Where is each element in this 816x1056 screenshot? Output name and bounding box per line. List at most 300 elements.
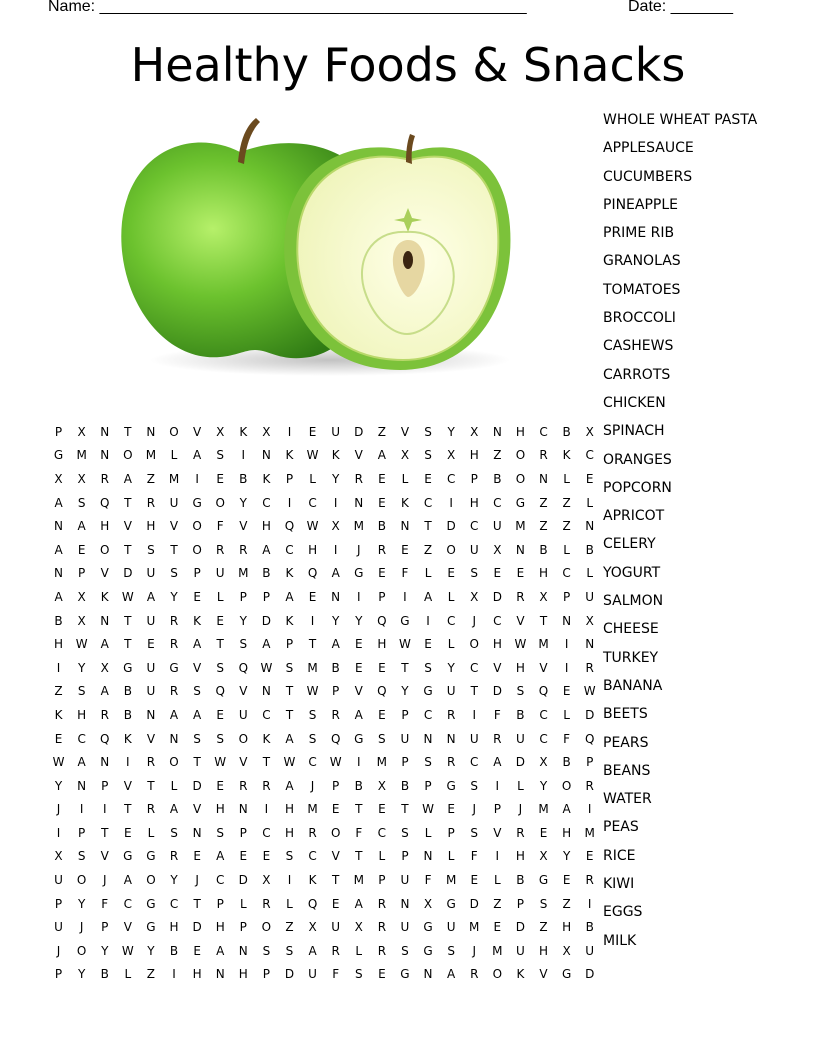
grid-letter[interactable]: T: [170, 542, 178, 557]
grid-letter[interactable]: X: [77, 589, 86, 604]
grid-letter[interactable]: T: [124, 542, 132, 557]
grid-letter[interactable]: A: [447, 967, 456, 982]
grid-letter[interactable]: T: [401, 802, 409, 817]
grid-letter[interactable]: Z: [562, 896, 571, 911]
grid-letter[interactable]: R: [493, 731, 502, 746]
grid-letter[interactable]: O: [261, 920, 272, 935]
grid-letter[interactable]: A: [123, 873, 132, 888]
grid-letter[interactable]: X: [262, 424, 271, 439]
grid-letter[interactable]: U: [400, 920, 410, 935]
grid-letter[interactable]: C: [470, 519, 479, 534]
grid-letter[interactable]: S: [193, 731, 201, 746]
grid-letter[interactable]: M: [353, 873, 364, 888]
grid-letter[interactable]: J: [310, 778, 315, 793]
grid-letter[interactable]: E: [193, 589, 201, 604]
grid-letter[interactable]: P: [562, 589, 571, 604]
grid-letter[interactable]: N: [585, 519, 595, 534]
grid-letter[interactable]: N: [77, 778, 87, 793]
grid-letter[interactable]: G: [354, 566, 364, 581]
grid-letter[interactable]: Y: [101, 943, 109, 958]
grid-letter[interactable]: M: [584, 825, 595, 840]
grid-letter[interactable]: Q: [215, 684, 225, 699]
grid-letter[interactable]: S: [424, 755, 432, 770]
grid-letter[interactable]: V: [123, 778, 132, 793]
grid-letter[interactable]: T: [124, 424, 132, 439]
grid-letter[interactable]: W: [514, 637, 527, 652]
grid-letter[interactable]: E: [331, 896, 340, 911]
grid-letter[interactable]: P: [54, 424, 63, 439]
grid-letter[interactable]: R: [446, 755, 456, 770]
grid-letter[interactable]: A: [262, 542, 271, 557]
grid-letter[interactable]: C: [77, 731, 86, 746]
grid-letter[interactable]: A: [54, 495, 63, 510]
grid-letter[interactable]: U: [585, 943, 595, 958]
grid-letter[interactable]: I: [287, 495, 292, 510]
grid-letter[interactable]: Z: [539, 519, 548, 534]
grid-letter[interactable]: W: [329, 755, 342, 770]
grid-letter[interactable]: X: [216, 424, 225, 439]
grid-letter[interactable]: V: [123, 920, 132, 935]
grid-letter[interactable]: E: [424, 637, 432, 652]
grid-letter[interactable]: N: [192, 825, 202, 840]
grid-letter[interactable]: A: [216, 849, 225, 864]
grid-letter[interactable]: T: [147, 778, 155, 793]
grid-letter[interactable]: R: [446, 707, 456, 722]
grid-letter[interactable]: P: [285, 471, 294, 486]
grid-letter[interactable]: W: [399, 637, 411, 652]
grid-letter[interactable]: Y: [447, 660, 455, 675]
grid-letter[interactable]: P: [54, 896, 63, 911]
grid-letter[interactable]: S: [447, 943, 455, 958]
grid-letter[interactable]: S: [262, 943, 271, 958]
grid-letter[interactable]: K: [54, 707, 63, 722]
grid-letter[interactable]: V: [169, 519, 179, 534]
grid-letter[interactable]: H: [562, 920, 572, 935]
grid-letter[interactable]: X: [262, 873, 271, 888]
grid-letter[interactable]: R: [516, 589, 525, 604]
grid-letter[interactable]: H: [54, 637, 64, 652]
grid-letter[interactable]: H: [238, 967, 248, 982]
grid-letter[interactable]: P: [470, 471, 478, 486]
grid-letter[interactable]: E: [216, 778, 224, 793]
grid-letter[interactable]: O: [238, 731, 249, 746]
grid-letter[interactable]: U: [331, 920, 341, 935]
grid-letter[interactable]: A: [377, 448, 386, 463]
grid-letter[interactable]: H: [539, 566, 549, 581]
grid-letter[interactable]: B: [562, 424, 571, 439]
grid-letter[interactable]: S: [285, 660, 294, 675]
grid-letter[interactable]: Y: [54, 778, 63, 793]
grid-letter[interactable]: A: [100, 637, 109, 652]
grid-letter[interactable]: T: [262, 755, 271, 770]
grid-letter[interactable]: E: [354, 660, 363, 675]
grid-letter[interactable]: J: [356, 542, 361, 557]
grid-letter[interactable]: W: [283, 755, 296, 770]
grid-letter[interactable]: H: [169, 920, 179, 935]
grid-letter[interactable]: G: [123, 660, 133, 675]
grid-letter[interactable]: L: [424, 566, 432, 581]
grid-letter[interactable]: R: [100, 471, 109, 486]
grid-letter[interactable]: P: [493, 802, 501, 817]
grid-letter[interactable]: C: [262, 825, 271, 840]
grid-letter[interactable]: I: [495, 849, 500, 864]
grid-letter[interactable]: N: [215, 967, 225, 982]
grid-letter[interactable]: I: [56, 660, 61, 675]
grid-letter[interactable]: L: [216, 589, 224, 604]
grid-letter[interactable]: L: [355, 943, 363, 958]
grid-letter[interactable]: R: [585, 873, 594, 888]
grid-letter[interactable]: H: [515, 424, 525, 439]
grid-letter[interactable]: V: [400, 424, 410, 439]
grid-letter[interactable]: S: [285, 943, 294, 958]
grid-letter[interactable]: E: [378, 707, 386, 722]
grid-letter[interactable]: R: [470, 967, 479, 982]
grid-letter[interactable]: X: [400, 448, 410, 463]
grid-letter[interactable]: L: [239, 896, 247, 911]
grid-letter[interactable]: K: [562, 448, 571, 463]
grid-letter[interactable]: S: [216, 660, 225, 675]
grid-letter[interactable]: Q: [307, 566, 318, 581]
grid-letter[interactable]: F: [101, 896, 109, 911]
grid-letter[interactable]: Y: [77, 660, 86, 675]
grid-letter[interactable]: U: [54, 920, 63, 935]
grid-letter[interactable]: R: [377, 920, 387, 935]
grid-letter[interactable]: C: [585, 448, 594, 463]
grid-letter[interactable]: E: [447, 802, 455, 817]
grid-letter[interactable]: A: [77, 755, 86, 770]
grid-letter[interactable]: K: [100, 589, 109, 604]
grid-letter[interactable]: E: [516, 566, 525, 581]
grid-letter[interactable]: U: [146, 566, 156, 581]
grid-letter[interactable]: N: [146, 424, 156, 439]
grid-letter[interactable]: Z: [285, 920, 294, 935]
grid-letter[interactable]: T: [285, 707, 294, 722]
grid-letter[interactable]: A: [193, 637, 202, 652]
grid-letter[interactable]: L: [424, 825, 432, 840]
grid-letter[interactable]: X: [77, 471, 86, 486]
grid-letter[interactable]: E: [470, 873, 479, 888]
grid-letter[interactable]: Q: [100, 731, 110, 746]
grid-letter[interactable]: L: [563, 707, 570, 722]
grid-letter[interactable]: O: [192, 519, 202, 534]
grid-letter[interactable]: R: [354, 471, 363, 486]
grid-letter[interactable]: K: [308, 873, 317, 888]
grid-letter[interactable]: N: [539, 471, 548, 486]
grid-letter[interactable]: C: [262, 707, 271, 722]
grid-letter[interactable]: I: [310, 613, 315, 628]
grid-letter[interactable]: S: [424, 424, 432, 439]
grid-letter[interactable]: P: [332, 778, 340, 793]
grid-letter[interactable]: R: [169, 849, 179, 864]
grid-letter[interactable]: G: [561, 967, 572, 982]
grid-letter[interactable]: O: [330, 825, 341, 840]
grid-letter[interactable]: Y: [170, 873, 178, 888]
grid-letter[interactable]: K: [285, 448, 294, 463]
grid-letter[interactable]: Y: [332, 471, 340, 486]
grid-letter[interactable]: Y: [539, 778, 548, 793]
grid-letter[interactable]: E: [562, 873, 571, 888]
grid-letter[interactable]: D: [192, 778, 202, 793]
grid-letter[interactable]: O: [469, 637, 479, 652]
grid-letter[interactable]: Z: [377, 424, 386, 439]
grid-letter[interactable]: I: [79, 802, 84, 817]
grid-letter[interactable]: R: [331, 707, 340, 722]
grid-letter[interactable]: E: [424, 471, 432, 486]
grid-letter[interactable]: L: [586, 495, 594, 510]
grid-letter[interactable]: U: [446, 684, 456, 699]
grid-letter[interactable]: E: [147, 637, 155, 652]
grid-letter[interactable]: D: [123, 566, 133, 581]
grid-letter[interactable]: E: [308, 424, 317, 439]
grid-letter[interactable]: C: [539, 424, 548, 439]
grid-letter[interactable]: B: [239, 471, 248, 486]
grid-letter[interactable]: H: [215, 802, 225, 817]
grid-letter[interactable]: B: [562, 755, 571, 770]
grid-letter[interactable]: Y: [447, 424, 455, 439]
grid-letter[interactable]: D: [469, 896, 479, 911]
grid-letter[interactable]: E: [354, 637, 363, 652]
grid-letter[interactable]: N: [238, 802, 248, 817]
grid-letter[interactable]: L: [517, 778, 524, 793]
grid-letter[interactable]: A: [100, 684, 109, 699]
grid-letter[interactable]: V: [193, 660, 202, 675]
grid-letter[interactable]: S: [424, 660, 432, 675]
grid-letter[interactable]: O: [76, 873, 87, 888]
grid-letter[interactable]: E: [193, 849, 201, 864]
grid-letter[interactable]: L: [286, 896, 293, 911]
grid-letter[interactable]: X: [470, 424, 479, 439]
grid-letter[interactable]: S: [539, 896, 548, 911]
grid-letter[interactable]: S: [285, 849, 294, 864]
grid-letter[interactable]: R: [585, 660, 594, 675]
grid-letter[interactable]: G: [146, 920, 156, 935]
grid-letter[interactable]: L: [124, 967, 132, 982]
grid-letter[interactable]: U: [146, 660, 156, 675]
grid-letter[interactable]: N: [100, 613, 110, 628]
grid-letter[interactable]: U: [146, 613, 156, 628]
grid-letter[interactable]: B: [169, 943, 179, 958]
grid-letter[interactable]: E: [585, 471, 594, 486]
grid-letter[interactable]: G: [423, 684, 433, 699]
grid-letter[interactable]: O: [169, 424, 179, 439]
grid-letter[interactable]: H: [515, 660, 525, 675]
grid-letter[interactable]: W: [52, 755, 65, 770]
grid-letter[interactable]: U: [146, 684, 156, 699]
grid-letter[interactable]: O: [215, 495, 225, 510]
grid-letter[interactable]: T: [193, 755, 201, 770]
grid-letter[interactable]: A: [77, 519, 86, 534]
grid-letter[interactable]: A: [285, 589, 294, 604]
grid-letter[interactable]: C: [470, 660, 479, 675]
grid-letter[interactable]: P: [401, 707, 409, 722]
grid-letter[interactable]: V: [354, 448, 363, 463]
grid-letter[interactable]: N: [400, 519, 410, 534]
grid-letter[interactable]: M: [76, 448, 87, 463]
grid-letter[interactable]: A: [146, 589, 156, 604]
grid-letter[interactable]: C: [470, 755, 479, 770]
grid-letter[interactable]: Y: [239, 613, 247, 628]
grid-letter[interactable]: Z: [146, 471, 156, 486]
grid-letter[interactable]: G: [446, 778, 456, 793]
grid-letter[interactable]: I: [587, 896, 592, 911]
grid-letter[interactable]: T: [124, 613, 132, 628]
grid-letter[interactable]: R: [262, 896, 271, 911]
grid-letter[interactable]: W: [214, 755, 227, 770]
grid-letter[interactable]: A: [331, 566, 340, 581]
grid-letter[interactable]: N: [585, 637, 595, 652]
grid-letter[interactable]: C: [308, 755, 317, 770]
grid-letter[interactable]: B: [54, 613, 63, 628]
grid-letter[interactable]: J: [195, 873, 199, 888]
grid-letter[interactable]: A: [123, 471, 132, 486]
grid-letter[interactable]: P: [586, 755, 594, 770]
grid-letter[interactable]: L: [378, 849, 386, 864]
grid-letter[interactable]: R: [377, 542, 387, 557]
grid-letter[interactable]: R: [516, 825, 525, 840]
grid-letter[interactable]: D: [284, 967, 295, 982]
grid-letter[interactable]: I: [102, 802, 107, 817]
grid-letter[interactable]: T: [124, 495, 132, 510]
grid-letter[interactable]: V: [539, 967, 548, 982]
grid-letter[interactable]: T: [424, 519, 432, 534]
grid-letter[interactable]: K: [239, 424, 248, 439]
grid-letter[interactable]: E: [239, 849, 248, 864]
grid-letter[interactable]: Q: [238, 660, 249, 675]
grid-letter[interactable]: H: [515, 849, 525, 864]
grid-letter[interactable]: X: [493, 542, 502, 557]
grid-letter[interactable]: F: [470, 849, 478, 864]
grid-letter[interactable]: P: [378, 589, 386, 604]
grid-letter[interactable]: E: [378, 471, 386, 486]
grid-letter[interactable]: Y: [562, 849, 571, 864]
grid-letter[interactable]: K: [516, 967, 525, 982]
grid-letter[interactable]: E: [493, 566, 502, 581]
grid-letter[interactable]: S: [216, 731, 225, 746]
grid-letter[interactable]: U: [516, 943, 525, 958]
grid-letter[interactable]: W: [121, 943, 134, 958]
grid-letter[interactable]: L: [447, 589, 455, 604]
grid-letter[interactable]: P: [54, 967, 63, 982]
grid-letter[interactable]: U: [400, 873, 410, 888]
grid-letter[interactable]: G: [354, 731, 364, 746]
grid-letter[interactable]: I: [56, 825, 61, 840]
grid-letter[interactable]: P: [101, 778, 109, 793]
grid-letter[interactable]: S: [147, 542, 155, 557]
grid-letter[interactable]: R: [169, 613, 179, 628]
grid-letter[interactable]: X: [77, 613, 86, 628]
grid-letter[interactable]: R: [146, 495, 156, 510]
grid-letter[interactable]: N: [54, 566, 64, 581]
grid-letter[interactable]: N: [100, 424, 110, 439]
grid-letter[interactable]: Z: [562, 495, 571, 510]
grid-letter[interactable]: B: [123, 684, 132, 699]
grid-letter[interactable]: R: [239, 778, 248, 793]
grid-letter[interactable]: T: [355, 802, 363, 817]
grid-letter[interactable]: Y: [77, 896, 86, 911]
grid-letter[interactable]: J: [518, 802, 523, 817]
grid-letter[interactable]: L: [401, 471, 409, 486]
grid-letter[interactable]: Q: [284, 519, 295, 534]
grid-letter[interactable]: Q: [330, 731, 341, 746]
grid-letter[interactable]: X: [539, 849, 548, 864]
grid-letter[interactable]: T: [355, 849, 363, 864]
grid-letter[interactable]: A: [562, 802, 571, 817]
grid-letter[interactable]: O: [123, 448, 133, 463]
grid-letter[interactable]: G: [169, 660, 179, 675]
grid-letter[interactable]: X: [77, 424, 86, 439]
grid-letter[interactable]: L: [170, 778, 178, 793]
grid-letter[interactable]: U: [238, 707, 248, 722]
grid-letter[interactable]: C: [423, 707, 433, 722]
grid-letter[interactable]: E: [308, 589, 317, 604]
grid-letter[interactable]: M: [238, 566, 249, 581]
grid-letter[interactable]: I: [426, 613, 430, 628]
grid-letter[interactable]: D: [446, 519, 456, 534]
grid-letter[interactable]: S: [239, 637, 248, 652]
grid-letter[interactable]: I: [333, 542, 338, 557]
grid-letter[interactable]: W: [260, 660, 273, 675]
grid-letter[interactable]: T: [308, 637, 317, 652]
grid-letter[interactable]: K: [123, 731, 132, 746]
grid-letter[interactable]: G: [423, 943, 433, 958]
grid-letter[interactable]: I: [564, 660, 569, 675]
grid-letter[interactable]: J: [472, 802, 476, 817]
grid-letter[interactable]: E: [585, 849, 594, 864]
grid-letter[interactable]: U: [331, 424, 341, 439]
grid-letter[interactable]: A: [169, 802, 179, 817]
grid-letter[interactable]: F: [332, 967, 340, 982]
grid-letter[interactable]: E: [216, 471, 224, 486]
grid-letter[interactable]: N: [54, 519, 64, 534]
grid-letter[interactable]: V: [146, 731, 156, 746]
grid-letter[interactable]: D: [515, 920, 526, 935]
grid-letter[interactable]: G: [538, 873, 549, 888]
grid-letter[interactable]: H: [562, 825, 572, 840]
grid-letter[interactable]: V: [123, 519, 132, 534]
grid-letter[interactable]: C: [308, 849, 317, 864]
grid-letter[interactable]: X: [539, 755, 548, 770]
grid-letter[interactable]: W: [75, 637, 88, 652]
grid-letter[interactable]: I: [587, 802, 592, 817]
grid-letter[interactable]: X: [308, 920, 317, 935]
grid-letter[interactable]: I: [287, 424, 292, 439]
grid-letter[interactable]: H: [100, 519, 110, 534]
grid-letter[interactable]: Q: [100, 495, 110, 510]
grid-letter[interactable]: N: [562, 613, 572, 628]
grid-letter[interactable]: R: [100, 707, 109, 722]
grid-letter[interactable]: P: [262, 589, 271, 604]
grid-letter[interactable]: D: [192, 920, 202, 935]
grid-letter[interactable]: C: [308, 495, 317, 510]
grid-letter[interactable]: D: [354, 424, 364, 439]
grid-letter[interactable]: I: [472, 707, 476, 722]
grid-letter[interactable]: L: [563, 471, 570, 486]
grid-letter[interactable]: A: [54, 589, 63, 604]
grid-letter[interactable]: F: [401, 566, 409, 581]
grid-letter[interactable]: N: [238, 943, 248, 958]
grid-letter[interactable]: A: [169, 707, 179, 722]
grid-letter[interactable]: B: [262, 566, 271, 581]
grid-letter[interactable]: H: [469, 495, 479, 510]
grid-letter[interactable]: F: [355, 825, 363, 840]
grid-letter[interactable]: N: [423, 849, 433, 864]
grid-letter[interactable]: N: [515, 542, 525, 557]
grid-letter[interactable]: J: [102, 873, 107, 888]
grid-letter[interactable]: B: [100, 967, 109, 982]
grid-letter[interactable]: U: [469, 542, 479, 557]
grid-letter[interactable]: Z: [146, 967, 156, 982]
grid-letter[interactable]: M: [515, 519, 526, 534]
